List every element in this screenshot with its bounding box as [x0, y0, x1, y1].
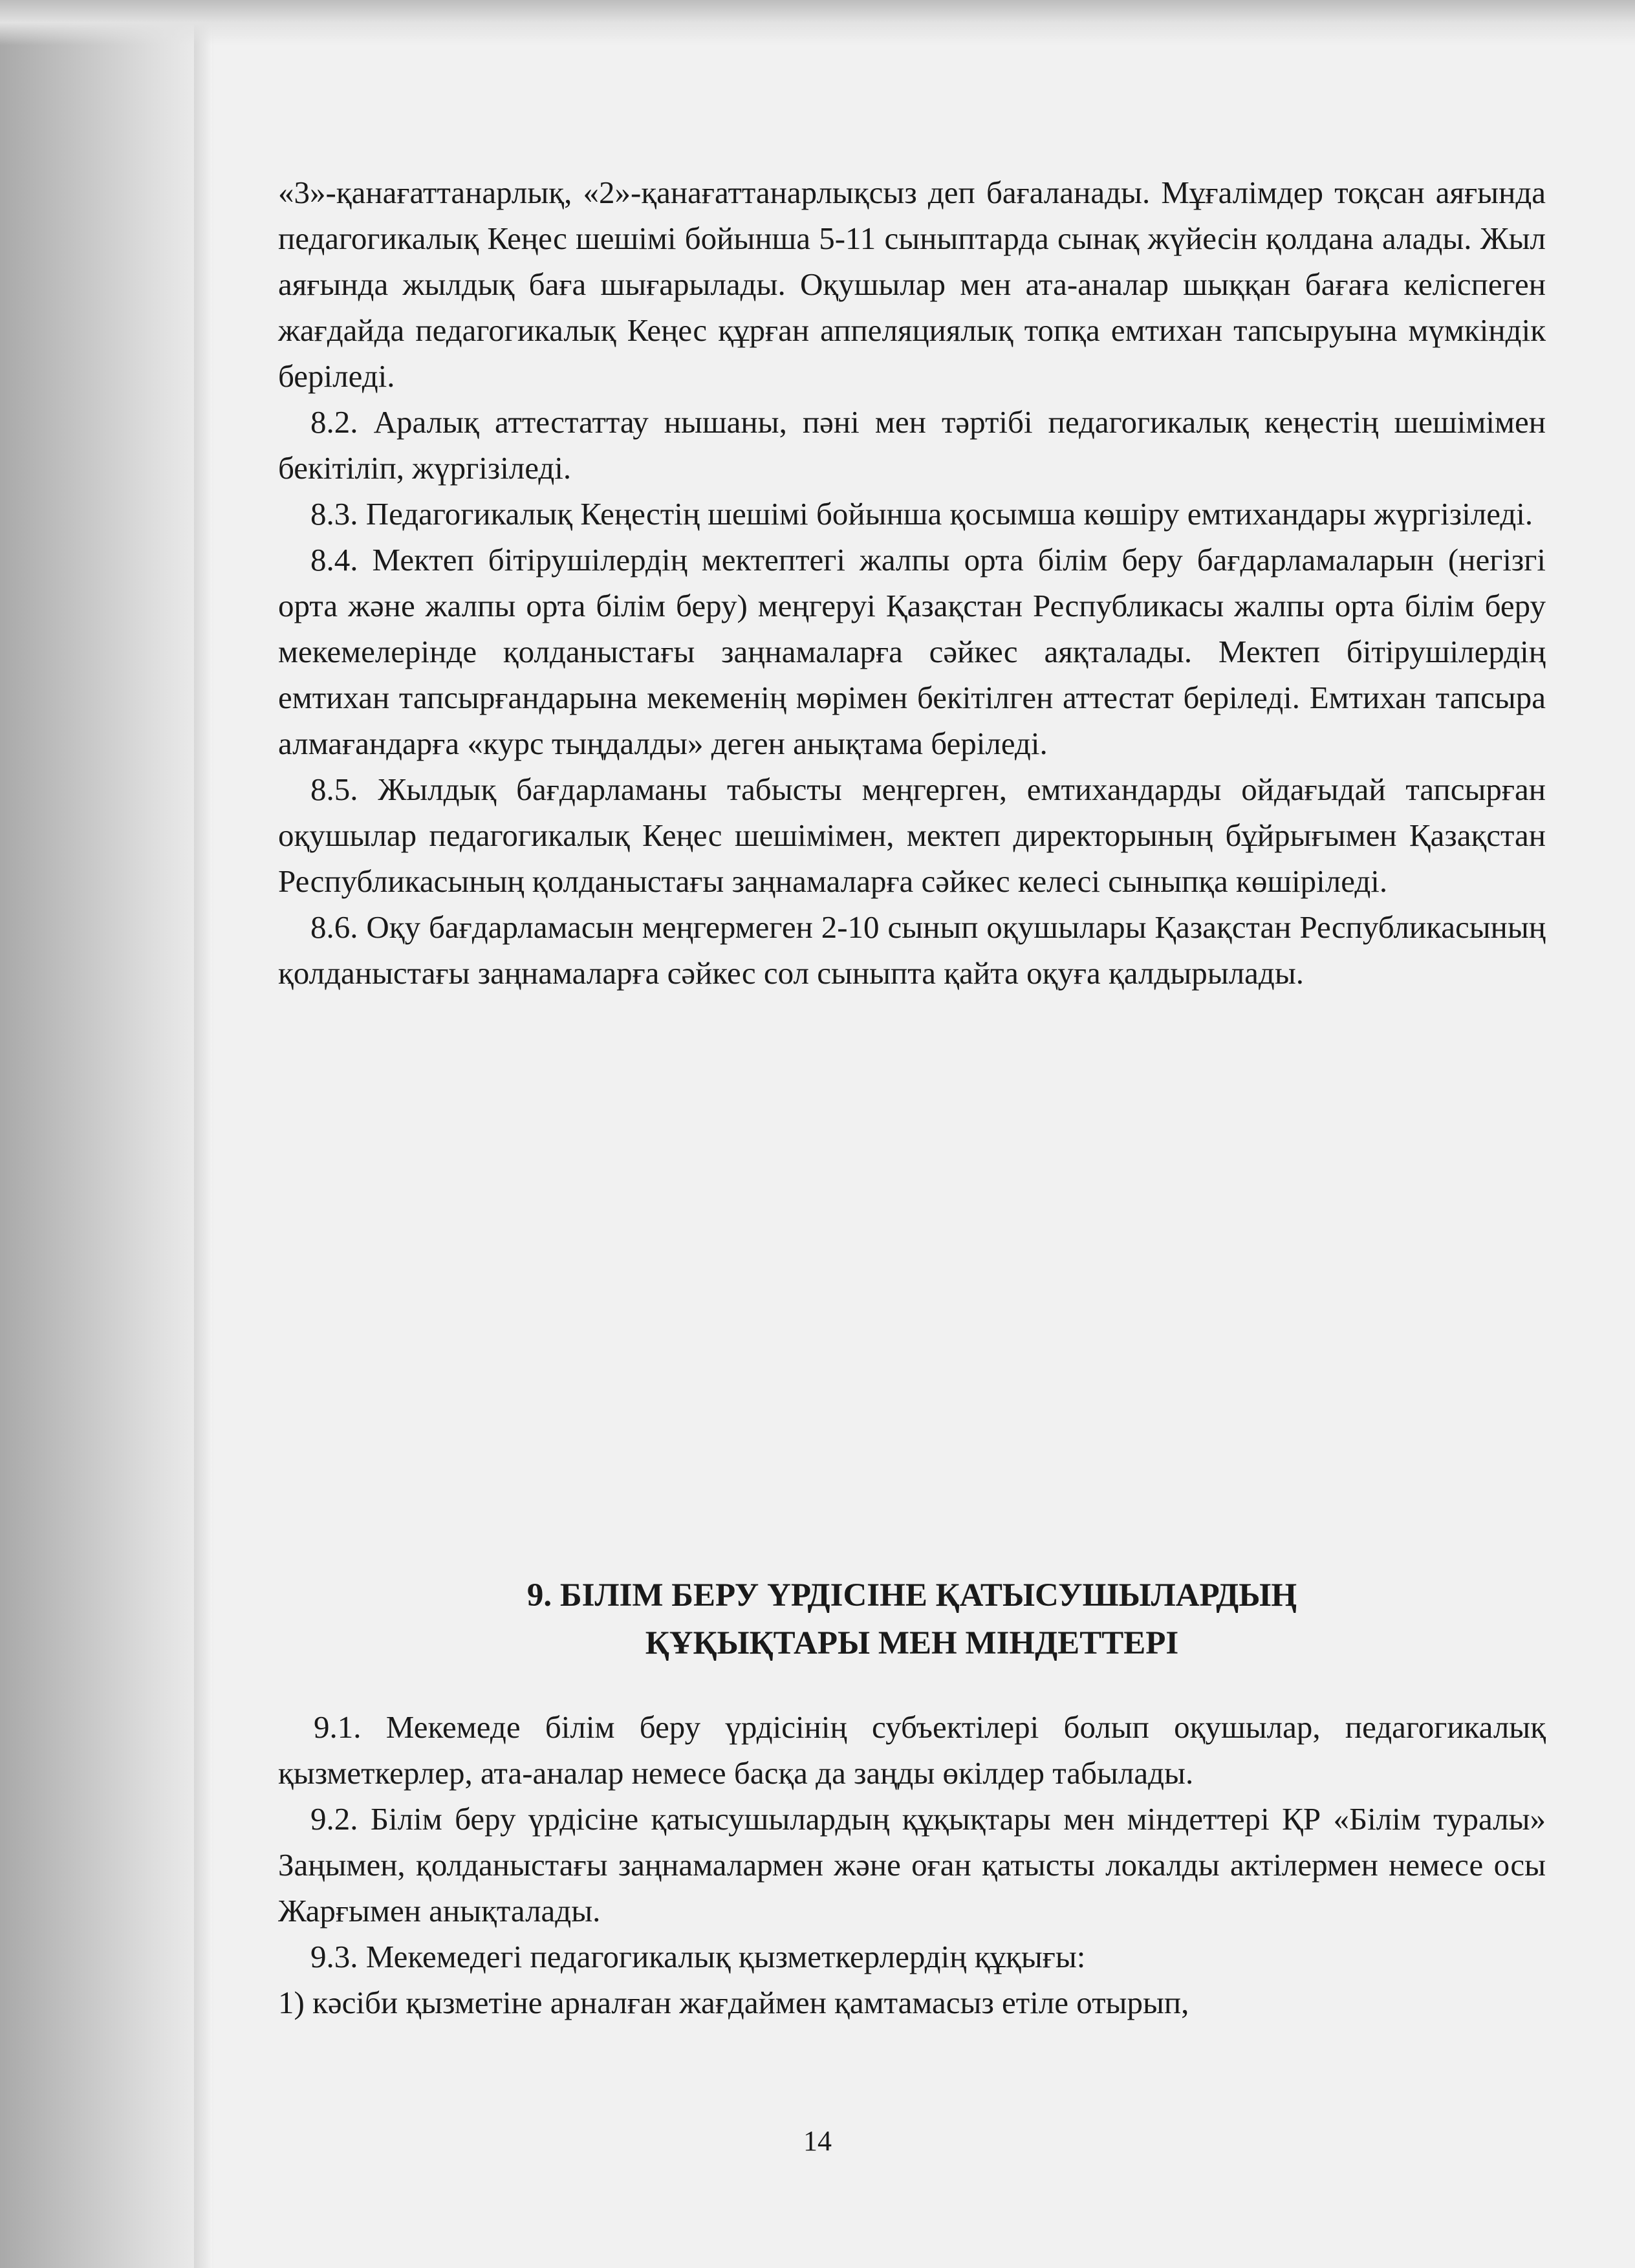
paragraph-8-6: 8.6. Оқу бағдарламасын меңгермеген 2-10 сынып оқушылары Қазақстан Республикасының қолданыстағы заңнамаларға сәйкес сол сыныпта қайта оқуға қалдырылады. — [278, 909, 1546, 991]
section-heading — [278, 1571, 1546, 1667]
paragraph-9-2: 9.2. Білім беру үрдісіне қатысушылардың құқықтары мен міндеттері ҚР «Білім туралы» Заңымен, қолданыстағы заңнамалармен және оған қатысты локалды актілермен немесе осы Жарғымен анықталады. — [278, 1801, 1546, 1928]
paragraph-8-3: 8.3. Педагогикалық Кеңестің шешімі бойынша қосымша көшіру емтихандары жүргізіледі. — [310, 496, 1533, 532]
paragraph-8-4: 8.4. Мектеп бітірушілердің мектептегі жалпы орта білім беру бағдарламаларын (негізгі орта және жалпы орта білім беру) меңгеруі Қазақстан Республикасы жалпы орта білім беру мекемелерінде қолданыстағы заңнамаларға сәйкес аяқталады. Мектеп бітірушілердің емтихан тапсырғандарына мекеменің мөрімен бекітілген аттестат беріледі. Емтихан тапсыра алмағандарға «курс тыңдалды» деген анықтама беріледі. — [278, 542, 1546, 761]
paragraph-9-1: 9.1. Мекемеде білім беру үрдісінің субъектілері болып оқушылар, педагогикалық қызметкерлер, ата-аналар немесе басқа да заңды өкілдер табылады. — [278, 1709, 1546, 1791]
page-number: 14 — [803, 2125, 832, 2157]
paragraph-8-5: 8.5. Жылдық бағдарламаны табысты меңгерген, емтихандарды ойдағыдай тапсырған оқушылар педагогикалық Кеңес шешімімен, мектеп директорының бұйрығымен Қазақстан Республикасының қолданыстағы заңнамаларға сәйкес келесі сыныпқа көшіріледі. — [278, 772, 1546, 899]
paragraph-8-2: 8.2. Аралық аттестаттау нышаны, пәні мен тәртібі педагогикалық кеңестің шешімімен бекітіліп, жүргізіледі. — [278, 404, 1546, 486]
scan-left-shadow — [0, 0, 213, 2268]
paragraph-9-3: 9.3. Мекемедегі педагогикалық қызметкерлердің құқығы: — [310, 1939, 1086, 1974]
paragraph-grading: «3»-қанағаттанарлық, «2»-қанағаттанарлықсыз деп бағаланады. Мұғалімдер тоқсан аяғында педагогикалық Кеңес шешімі бойынша 5-11 сыныптарда сынақ жүйесін қолдана алады. Жыл аяғында жылдық баға шығарылады. Оқушылар мен ата-аналар шыққан бағаға келіспеген жағдайда педагогикалық Кеңес құрған аппеляциялық топқа емтихан тапсыруына мүмкіндік беріледі. — [278, 175, 1546, 394]
top-text-block — [278, 169, 1546, 996]
heading-line-1: 9. БІЛІМ БЕРУ ҮРДІСІНЕ ҚАТЫСУШЫЛАРДЫҢ — [526, 1577, 1297, 1614]
page-edge — [194, 0, 212, 2268]
bottom-text-block — [278, 1704, 1546, 2025]
heading-line-2: ҚҰҚЫҚТАРЫ МЕН МІНДЕТТЕРІ — [645, 1625, 1179, 1661]
list-item-1: 1) кәсіби қызметіне арналған жағдаймен қамтамасыз етіле отырып, — [278, 1985, 1189, 2020]
scan-top-shadow — [0, 0, 1635, 45]
